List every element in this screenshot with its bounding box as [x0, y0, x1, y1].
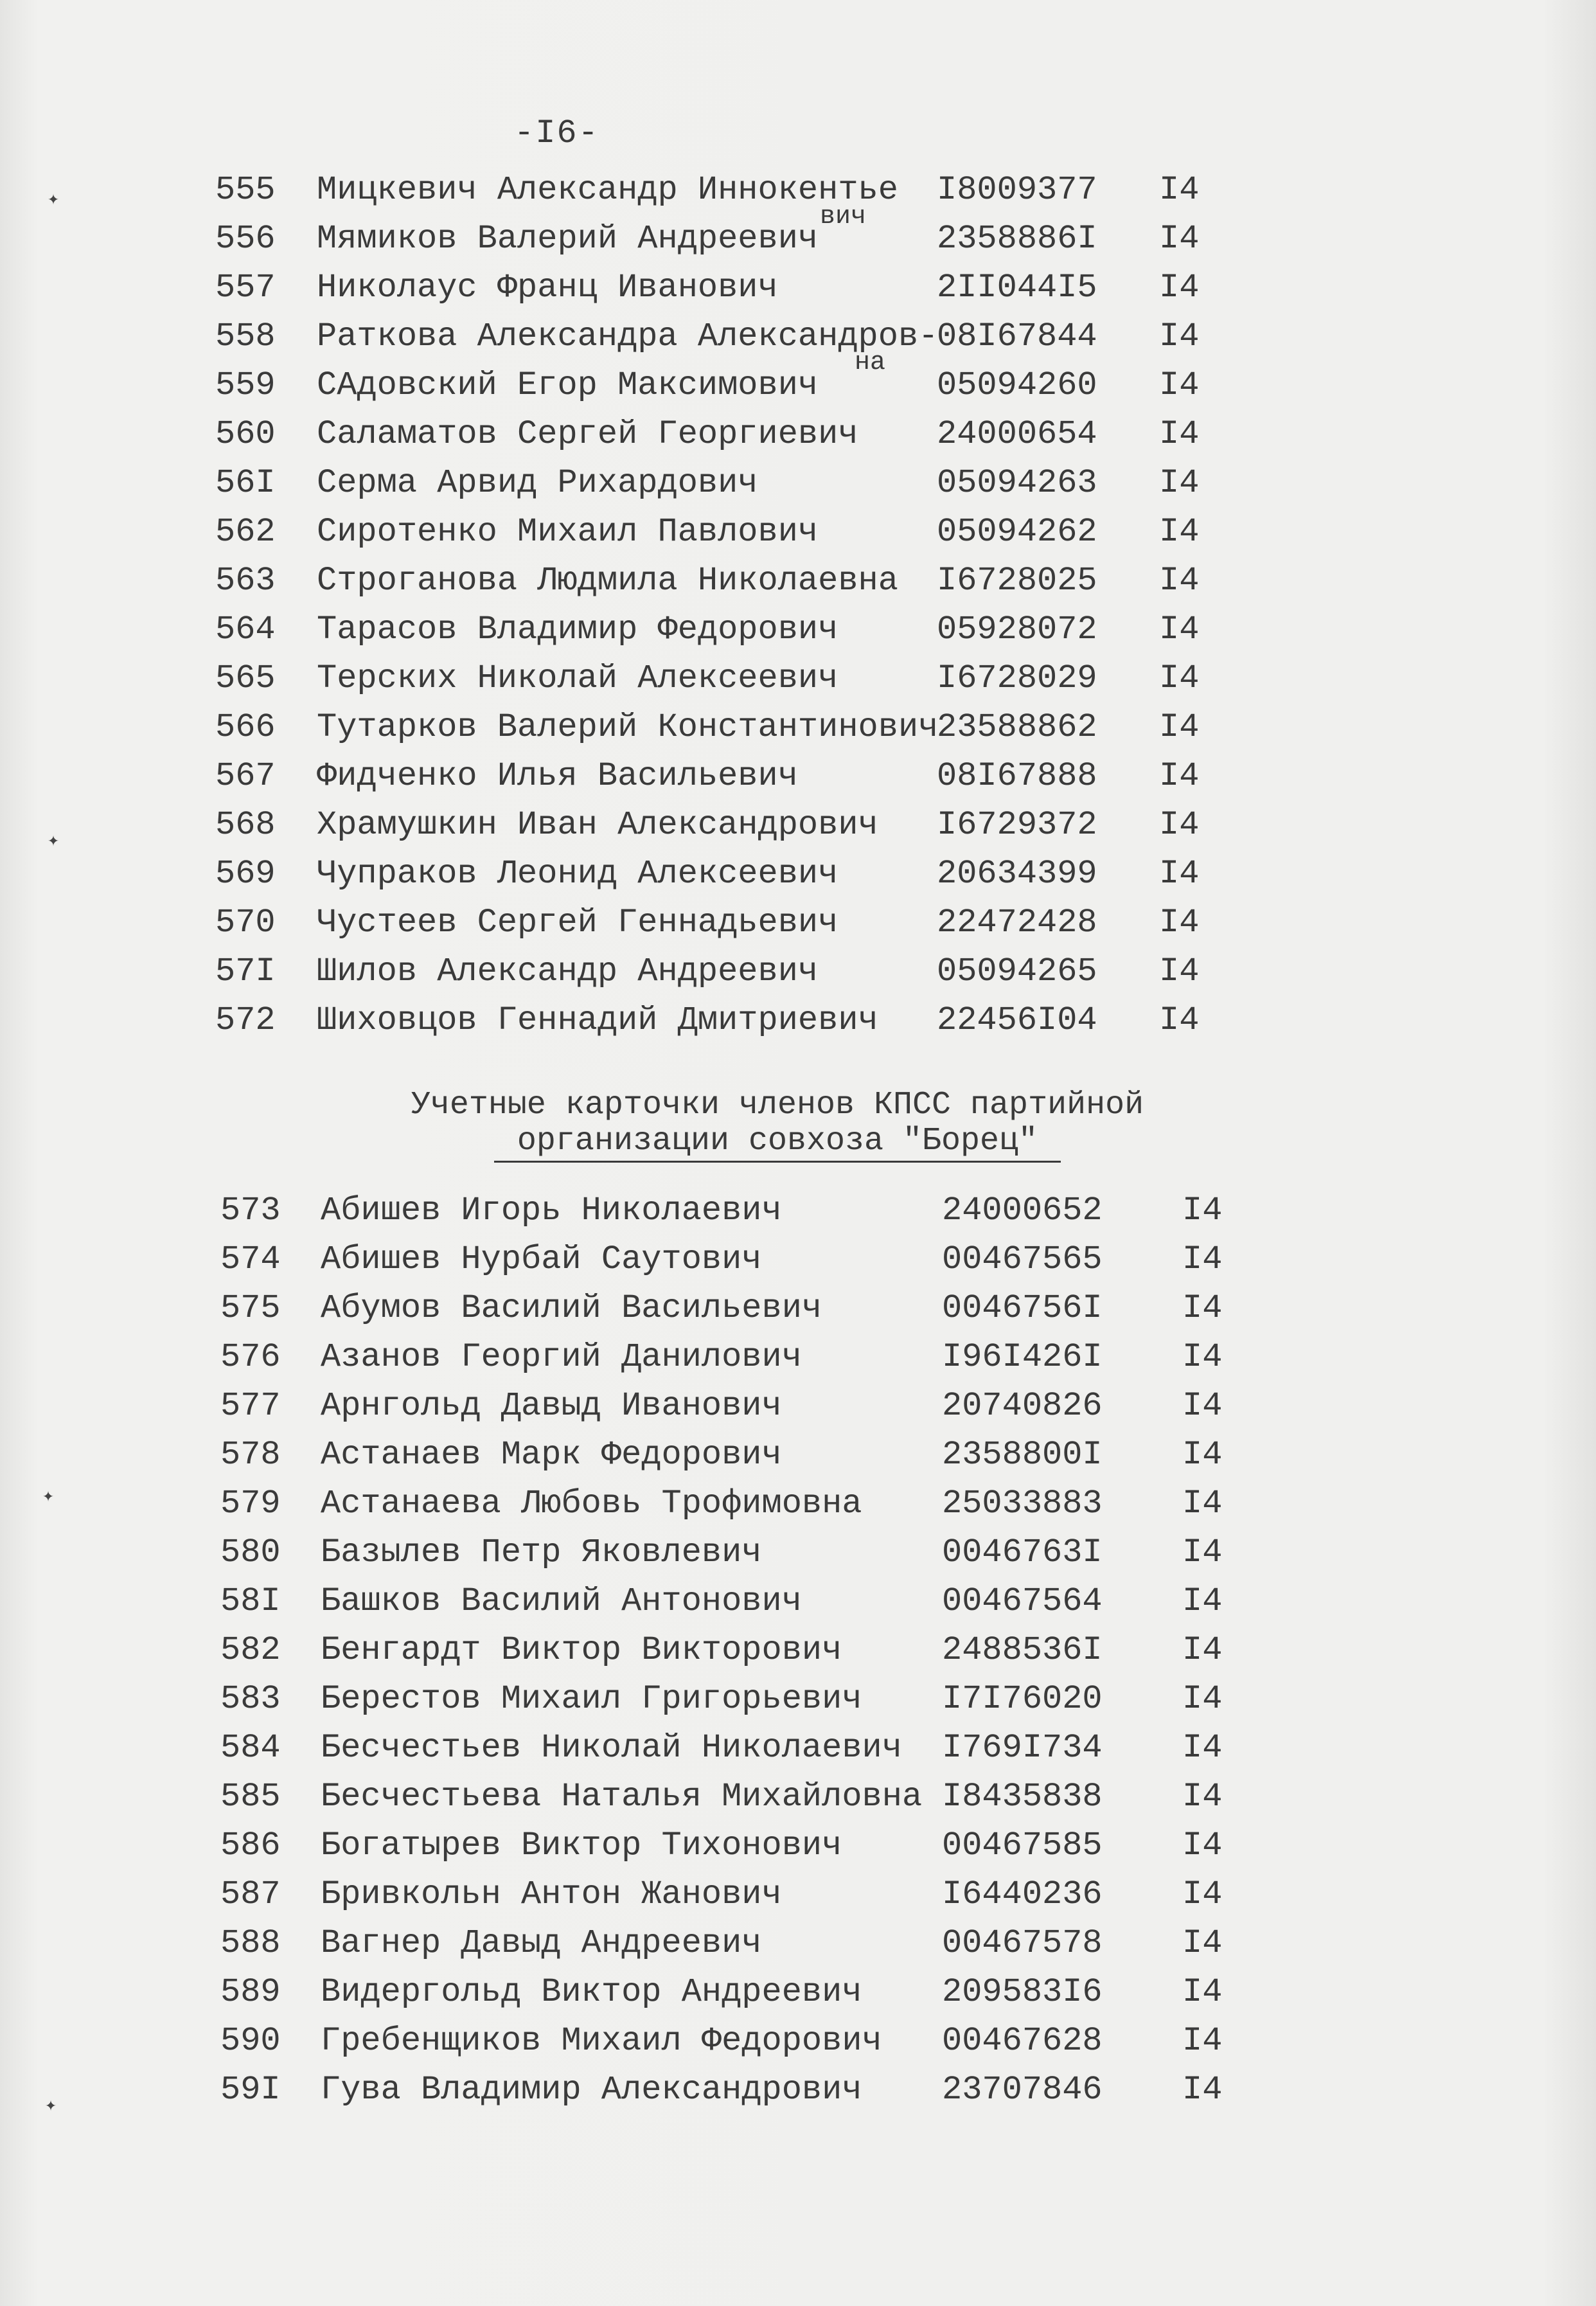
member-name: САдовский Егор Максимович [317, 366, 819, 404]
card-number: I6728025 [937, 562, 1097, 600]
row-number: 58I [220, 1582, 281, 1620]
table-row [0, 2017, 1596, 2066]
card-number: 00467578 [942, 1924, 1103, 1962]
row-number: 576 [220, 1338, 281, 1376]
table-row [0, 654, 1596, 703]
table-row [0, 1773, 1596, 1821]
member-name: Бесчестьева Наталья Михайловна [321, 1778, 923, 1816]
table-row [0, 1626, 1596, 1675]
code-value: I4 [1159, 415, 1200, 453]
table-row [0, 312, 1596, 361]
table-row [0, 2066, 1596, 2117]
code-value: I4 [1182, 1338, 1223, 1376]
row-number: 558 [215, 317, 276, 355]
card-number: 24000654 [937, 415, 1097, 453]
row-number: 569 [215, 855, 276, 893]
member-name: Терских Николай Алексеевич [317, 659, 838, 697]
member-name: Гребенщиков Михаил Федорович [321, 2022, 882, 2060]
code-value: I4 [1182, 1631, 1223, 1669]
card-number: 22472428 [937, 904, 1097, 942]
member-name: Абумов Василий Васильевич [321, 1289, 822, 1327]
card-number: 2II044I5 [937, 269, 1097, 307]
card-number: I7I76020 [942, 1680, 1103, 1718]
page-number: -I6- [514, 114, 599, 152]
table-row [0, 264, 1596, 312]
table-row [0, 1919, 1596, 1968]
row-number: 563 [215, 562, 276, 600]
member-name: Арнгольд Давыд Иванович [321, 1387, 782, 1425]
card-number: 00467565 [942, 1240, 1103, 1278]
row-number: 565 [215, 659, 276, 697]
row-number: 557 [215, 269, 276, 307]
card-number: 24000652 [942, 1192, 1103, 1229]
card-number: 23588862 [937, 708, 1097, 746]
member-name: Видергольд Виктор Андреевич [321, 1973, 862, 2011]
card-number: 05094260 [937, 366, 1097, 404]
code-value: I4 [1182, 1240, 1223, 1278]
binding-hole-mark: ✦ [48, 189, 60, 211]
code-value: I4 [1182, 1533, 1223, 1571]
code-value: I4 [1182, 1875, 1223, 1913]
row-number: 572 [215, 1001, 276, 1039]
row-number: 57I [215, 952, 276, 990]
card-number: 209583I6 [942, 1973, 1103, 2011]
row-number: 578 [220, 1436, 281, 1474]
table-row [0, 1528, 1596, 1577]
table-row [0, 996, 1596, 1045]
section-heading [360, 1087, 1195, 1163]
member-name: Тарасов Владимир Федорович [317, 611, 838, 648]
table-row [0, 1968, 1596, 2017]
table-row [0, 1431, 1596, 1479]
member-name: Азанов Георгий Данилович [321, 1338, 802, 1376]
row-number: 560 [215, 415, 276, 453]
card-number: 0046756I [942, 1289, 1103, 1327]
table-row [0, 703, 1596, 752]
code-value: I4 [1159, 464, 1200, 502]
card-number: 00467585 [942, 1827, 1103, 1864]
row-number: 573 [220, 1192, 281, 1229]
code-value: I4 [1182, 1387, 1223, 1425]
code-value: I4 [1159, 562, 1200, 600]
member-name: Мямиков Валерий Андреевич [317, 220, 819, 258]
code-value: I4 [1159, 171, 1200, 209]
row-number: 574 [220, 1240, 281, 1278]
heading-line-1: Учетные карточки членов КПСС партийной [411, 1087, 1144, 1123]
code-value: I4 [1182, 1485, 1223, 1523]
member-name: Саламатов Сергей Георгиевич [317, 415, 858, 453]
row-number: 559 [215, 366, 276, 404]
member-name: Строганова Людмила Николаевна [317, 562, 898, 600]
row-number: 556 [215, 220, 276, 258]
member-name: Башков Василий Антонович [321, 1582, 802, 1620]
card-number: 08I67888 [937, 757, 1097, 795]
code-value: I4 [1182, 2022, 1223, 2060]
code-value: I4 [1159, 855, 1200, 893]
name-continuation-note: на [855, 348, 886, 377]
table-row [0, 1186, 1596, 1235]
card-number: I6440236 [942, 1875, 1103, 1913]
code-value: I4 [1182, 1192, 1223, 1229]
card-number: I8009377 [937, 171, 1097, 209]
code-value: I4 [1159, 1001, 1200, 1039]
member-name: Богатырев Виктор Тихонович [321, 1827, 842, 1864]
member-name: Астанаев Марк Федорович [321, 1436, 782, 1474]
table-row [0, 1479, 1596, 1528]
row-number: 56I [215, 464, 276, 502]
row-number: 575 [220, 1289, 281, 1327]
row-number: 567 [215, 757, 276, 795]
table-row [0, 557, 1596, 605]
card-number: 05094263 [937, 464, 1097, 502]
row-number: 555 [215, 171, 276, 209]
table-row [0, 1382, 1596, 1431]
member-name: Фидченко Илья Васильевич [317, 757, 798, 795]
member-name: Шиховцов Геннадий Дмитриевич [317, 1001, 878, 1039]
code-value: I4 [1182, 2071, 1223, 2109]
name-continuation-note: вич [820, 202, 867, 231]
card-number: 23707846 [942, 2071, 1103, 2109]
code-value: I4 [1159, 659, 1200, 697]
card-number: 05928072 [937, 611, 1097, 648]
table-row [0, 898, 1596, 947]
member-name: Тутарков Валерий Константинович [317, 708, 939, 746]
card-number: I8435838 [942, 1778, 1103, 1816]
table-row [0, 459, 1596, 508]
code-value: I4 [1182, 1924, 1223, 1962]
code-value: I4 [1159, 220, 1200, 258]
member-name: Базылев Петр Яковлевич [321, 1533, 762, 1571]
table-row [0, 508, 1596, 557]
code-value: I4 [1159, 366, 1200, 404]
card-number: 2358800I [942, 1436, 1103, 1474]
table-row [0, 752, 1596, 801]
row-number: 59I [220, 2071, 281, 2109]
member-name: Вагнер Давыд Андреевич [321, 1924, 762, 1962]
code-value: I4 [1159, 757, 1200, 795]
row-number: 570 [215, 904, 276, 942]
code-value: I4 [1182, 1680, 1223, 1718]
table-row [0, 850, 1596, 898]
code-value: I4 [1159, 317, 1200, 355]
table-row [0, 1333, 1596, 1382]
row-number: 586 [220, 1827, 281, 1864]
card-number: 00467628 [942, 2022, 1103, 2060]
table-row [0, 1724, 1596, 1773]
member-name: Николаус Франц Иванович [317, 269, 778, 307]
table-row [0, 1235, 1596, 1284]
row-number: 580 [220, 1533, 281, 1571]
table-row [0, 1284, 1596, 1333]
code-value: I4 [1159, 904, 1200, 942]
member-name: Бривкольн Антон Жанович [321, 1875, 782, 1913]
card-number: 05094265 [937, 952, 1097, 990]
card-number: 20634399 [937, 855, 1097, 893]
binding-hole-mark: ✦ [42, 1486, 55, 1508]
row-number: 579 [220, 1485, 281, 1523]
member-name: Абишев Нурбай Саутович [321, 1240, 762, 1278]
member-name: Абишев Игорь Николаевич [321, 1192, 782, 1229]
heading-line-2: организации совхоза "Борец" [494, 1123, 1061, 1163]
card-number: 20740826 [942, 1387, 1103, 1425]
member-name: Астанаева Любовь Трофимовна [321, 1485, 862, 1523]
code-value: I4 [1182, 1827, 1223, 1864]
member-name: Шилов Александр Андреевич [317, 952, 819, 990]
row-number: 566 [215, 708, 276, 746]
table-row [0, 947, 1596, 996]
row-number: 584 [220, 1729, 281, 1767]
code-value: I4 [1159, 269, 1200, 307]
binding-hole-mark: ✦ [45, 2095, 57, 2117]
table-row [0, 215, 1596, 264]
card-number: 0046763I [942, 1533, 1103, 1571]
card-number: I6728029 [937, 659, 1097, 697]
code-value: I4 [1182, 1582, 1223, 1620]
card-number: 2358886I [937, 220, 1097, 258]
member-name: Серма Арвид Рихардович [317, 464, 758, 502]
code-value: I4 [1182, 1289, 1223, 1327]
row-number: 564 [215, 611, 276, 648]
member-name: Храмушкин Иван Александрович [317, 806, 878, 844]
row-number: 588 [220, 1924, 281, 1962]
member-name: Бесчестьев Николай Николаевич [321, 1729, 902, 1767]
card-number: 2488536I [942, 1631, 1103, 1669]
row-number: 562 [215, 513, 276, 551]
code-value: I4 [1182, 1436, 1223, 1474]
table-row [0, 166, 1596, 215]
card-number: I96I426I [942, 1338, 1103, 1376]
code-value: I4 [1159, 806, 1200, 844]
table-row [0, 1821, 1596, 1870]
card-number: I769I734 [942, 1729, 1103, 1767]
table-row [0, 1675, 1596, 1724]
code-value: I4 [1159, 611, 1200, 648]
card-number: 08I67844 [937, 317, 1097, 355]
row-number: 589 [220, 1973, 281, 2011]
card-number: 05094262 [937, 513, 1097, 551]
member-name: Гува Владимир Александрович [321, 2071, 862, 2109]
member-name: Берестов Михаил Григорьевич [321, 1680, 862, 1718]
table-row [0, 1577, 1596, 1626]
code-value: I4 [1159, 513, 1200, 551]
row-number: 585 [220, 1778, 281, 1816]
code-value: I4 [1182, 1778, 1223, 1816]
card-number: 00467564 [942, 1582, 1103, 1620]
card-number: 22456I04 [937, 1001, 1097, 1039]
code-value: I4 [1159, 708, 1200, 746]
member-name: Мицкевич Александр Иннокентье [317, 171, 898, 209]
table-row [0, 361, 1596, 410]
code-value: I4 [1182, 1729, 1223, 1767]
row-number: 583 [220, 1680, 281, 1718]
code-value: I4 [1159, 952, 1200, 990]
table-row [0, 801, 1596, 850]
table-row [0, 1870, 1596, 1919]
member-name: Чустеев Сергей Геннадьевич [317, 904, 838, 942]
row-number: 577 [220, 1387, 281, 1425]
card-number: 25033883 [942, 1485, 1103, 1523]
binding-hole-mark: ✦ [48, 830, 60, 852]
member-name: Бенгардт Виктор Викторович [321, 1631, 842, 1669]
member-name: Чупраков Леонид Алексеевич [317, 855, 838, 893]
row-number: 590 [220, 2022, 281, 2060]
card-number: I6729372 [937, 806, 1097, 844]
code-value: I4 [1182, 1973, 1223, 2011]
member-name: Раткова Александра Александров- [317, 317, 939, 355]
table-row [0, 410, 1596, 459]
row-number: 582 [220, 1631, 281, 1669]
table-row [0, 605, 1596, 654]
member-name: Сиротенко Михаил Павлович [317, 513, 819, 551]
row-number: 587 [220, 1875, 281, 1913]
row-number: 568 [215, 806, 276, 844]
